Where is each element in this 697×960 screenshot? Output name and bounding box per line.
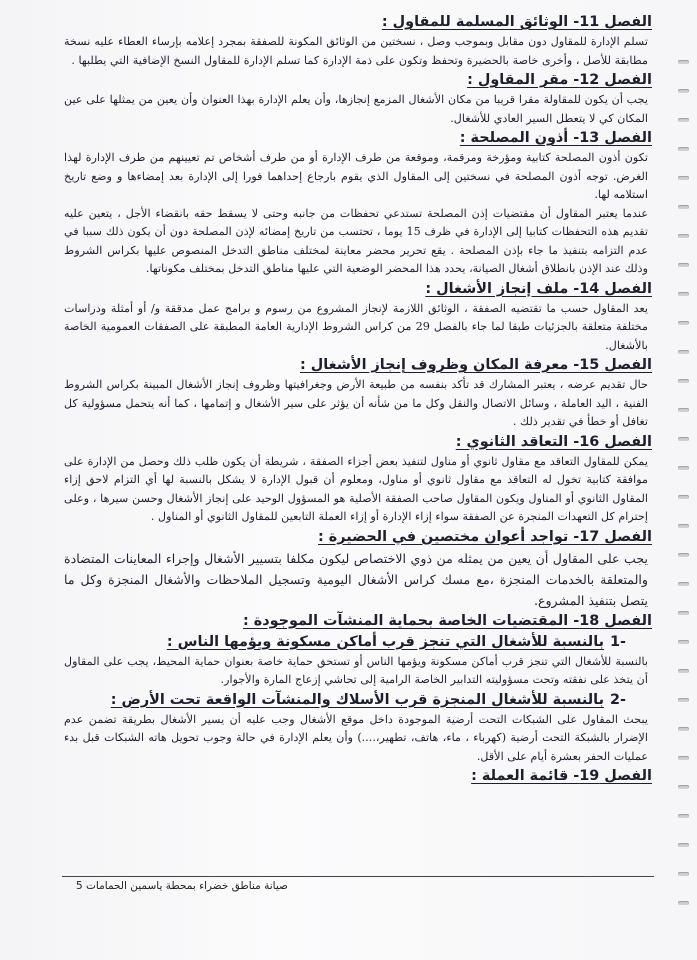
subsection-heading-2 [60, 690, 652, 711]
binding-hole [678, 147, 689, 151]
binding-hole [678, 379, 689, 383]
binding-hole [678, 785, 689, 789]
binding-hole [678, 814, 689, 818]
binding-hole [678, 234, 689, 238]
section-14-paragraph: يعد المقاول حسب ما تقتضيه الصفقة ، الوثائق اللازمة لإنجاز المشروع من رسوم و برامج عمل مدققة و/ أو أمثلة ودراسات مختلفة متعلقة بالجزئيات طبقا لما جاء بالفصل 29 من كراس الشروط الإدارية العامة المطبقة على الصفقات العمومية الخاصة بالأشغال. [64, 301, 648, 352]
binding-hole [678, 611, 689, 615]
binding-hole [678, 640, 689, 644]
binding-hole [678, 292, 689, 296]
binding-hole [678, 466, 689, 470]
binding-hole [678, 843, 689, 847]
section-heading-17: الفصل 17- تواجد أعوان مختصين في الحضيرة : [318, 528, 652, 545]
binding-hole [678, 669, 689, 673]
binding-hole [678, 263, 689, 267]
binding-hole [678, 872, 689, 876]
subsection-title-2: بالنسبة للأشغال المنجزة قرب الأسلاك والمنشآت الواقعة تحت الأرض : [110, 691, 604, 708]
page-footer [66, 880, 326, 892]
subsection-2-paragraph: يبحث المقاول على الشبكات التحت أرضية الموجودة داخل موقع الأشغال وجب عليه أن يسير الأشغال بطريقة تضمن عدم الإضرار بالشبكة التحت أرضية (كهرباء ، ماء، هاتف، تطهير،....) وأن يعلم الإدارة في حالة وجوب تحويل هاته الشبكات قبل بدء عمليات الحفر بعشرة أيام على الأقل. [64, 712, 648, 763]
binding-holes [675, 60, 689, 920]
section-17-paragraph: يجب على المقاول أن يعين من يمثله من ذوي الاختصاص ليكون مكلفا بتسيير الأشغال وإجراء المعاينات المتضادة والمتعلقة بالخدمات المنجزة ،مع مسك كراس الأشغال اليومية وتسجيل الملاحظات والأشغال المنجزة وكل ما يتصل بتنفيذ المشروع. [64, 550, 648, 608]
section-heading-19: الفصل 19- قائمة العملة : [471, 768, 652, 784]
binding-hole [678, 437, 689, 441]
binding-hole [678, 727, 689, 731]
binding-hole [678, 408, 689, 412]
section-13-paragraph-1: تكون أذون المصلحة كتابية ومؤرخة ومرقمة، وموقعة من طرف الإدارة أو من طرف أشخاص تم تعيينهم من طرف الإدارة لهذا الغرض. توجه أذون المصلحة في نسختين إلى المقاول الذي يقوم بارجاع إحداهما فورا إلى الإدارة بعد إمضاءها و وضع تاريخ استلامه لها. [64, 151, 648, 201]
section-13-paragraph-2: عندما يعتبر المقاول أن مقتضيات إذن المصلحة تستدعي تحفظات من جانبه وحتى لا يسقط حقه بانقضاء الأجل ، يتعين عليه تقديم هذه التحفظات كتابيا إلى الإدارة في ظرف 15 يوما ، تحتسب من تاريخ إمضائه لإذن المصلحة دون أن يكون ذلك سببا في عدم التزامه بتنفيذ ما جاء بإذن المصلحة . يقع تحرير محضر معاينة لمختلف مناطق التدخل المنصوص عليها بكراس الشروط وذلك عند الإذن بانطلاق أشغال الصيانة، يحدد هذا المحضر الوضعية التي عليها مناطق التدخل بمختلف مكوناتها. [64, 206, 648, 275]
section-heading-15: الفصل 15- معرفة المكان وظروف إنجاز الأشغال : [299, 357, 652, 373]
subsection-number-2: -2 [610, 691, 626, 708]
binding-hole [678, 89, 689, 93]
section-heading-13: الفصل 13- أذون المصلحة : [459, 130, 652, 146]
section-11-paragraph: تسلم الإدارة للمقاول دون مقابل وبموجب وصل ، نسختين من الوثائق المكونة للصفقة بمجرد إعلامه بإرساء العطاء عليه نسخة مطابقة للأصل ، وأخرى خاصة بالحضيرة وتحفظ وتكون على ذمة الإدارة كما تسلم الإدارة للمقاول النسخ الإضافية التي يطلبها . [64, 35, 648, 67]
binding-hole [678, 582, 689, 586]
footer-text: صيانة مناطق خضراء بمحطة ياسمين الحمامات [86, 880, 288, 892]
page-number: 5 [76, 880, 83, 892]
section-heading-18: الفصل 18- المقتضيات الخاصة بحماية المنشآت الموجودة : [242, 612, 652, 629]
section-12-paragraph: يجب أن يكون للمقاولة مقرا قريبا من مكان الأشغال المزمع إنجازها، وأن يعلم الإدارة بهذا العنوان وأن يعين من يمثلها على عين المكان كي لا يتعطل السير العادي للأشغال. [64, 93, 648, 125]
binding-hole [678, 756, 689, 760]
document-body [60, 12, 652, 787]
section-16-paragraph: يمكن للمقاول التعاقد مع مقاول ثانوي أو مناول لتنفيذ بعض أجزاء الصفقة ، شريطة أن يكون طلب ذلك وحصل من الإدارة على موافقة كتابية تخول له التعاقد مع مقاول ثانوي أو مناول، ومعلوم أن قبول الإدارة لا يشكل بالنسبة لها أي التزام لاحق إزاء المقاول الثانوي أو المناول ويكون المقاول صاحب الصفقة الأصلية هو المسؤول الوحيد على إنجاز الأشغال وحسن سيرها ، وعلى إحترام كل التعهدات المنجرة عن الصفقة سواء إزاء الإدارة أو إزاء العملة التابعين للمقاول الثانوي أو المناول . [64, 454, 648, 523]
subsection-title-1: بالنسبة للأشغال التي تنجز قرب أماكن مسكونة ويؤمها الناس : [166, 633, 604, 650]
section-heading-11: الفصل 11- الوثائق المسلمة للمقاول : [381, 14, 652, 30]
subsection-1-paragraph: بالنسبة للأشغال التي تنجز قرب أماكن مسكونة ويؤمها الناس أو تستحق حماية خاصة بعنوان حماية المحيط، يجب على المقاول أن يتخذ على نفقته وتحت مسؤوليته التدابير الخاصة الرامية إلى تحاشي إزعاج المارة والأجوار. [64, 654, 648, 686]
binding-hole [678, 60, 689, 64]
binding-hole [678, 205, 689, 209]
binding-hole [678, 350, 689, 354]
section-heading-12: الفصل 12- مقر المقاول : [467, 72, 652, 88]
section-heading-16: الفصل 16- التعاقد الثانوي : [455, 433, 652, 450]
binding-hole [678, 524, 689, 528]
binding-hole [678, 176, 689, 180]
section-15-paragraph: حال تقديم عرضه ، يعتبر المشارك قد تأكد بنفسه من طبيعة الأرض وجغرافيتها وظروف إنجاز الأشغال المبينة بكراس الشروط الفنية ، اليد العاملة ، وسائل الاتصال والنقل وكل ما من شأنه أن يؤثر على سير الأشغال و إتمامها ، كما أنه يتحمل مسؤولية كل تغافل أو خطأ في تقدير ذلك . [64, 378, 648, 428]
binding-hole [678, 698, 689, 702]
section-heading-14: الفصل 14- ملف إنجاز الأشغال : [425, 280, 652, 297]
binding-hole [678, 553, 689, 557]
binding-hole [678, 321, 689, 325]
binding-hole [678, 495, 689, 499]
subsection-heading-1 [60, 632, 652, 653]
binding-hole [678, 118, 689, 122]
footer-divider [62, 876, 654, 877]
subsection-number-1: -1 [610, 633, 626, 650]
binding-hole [678, 901, 689, 905]
